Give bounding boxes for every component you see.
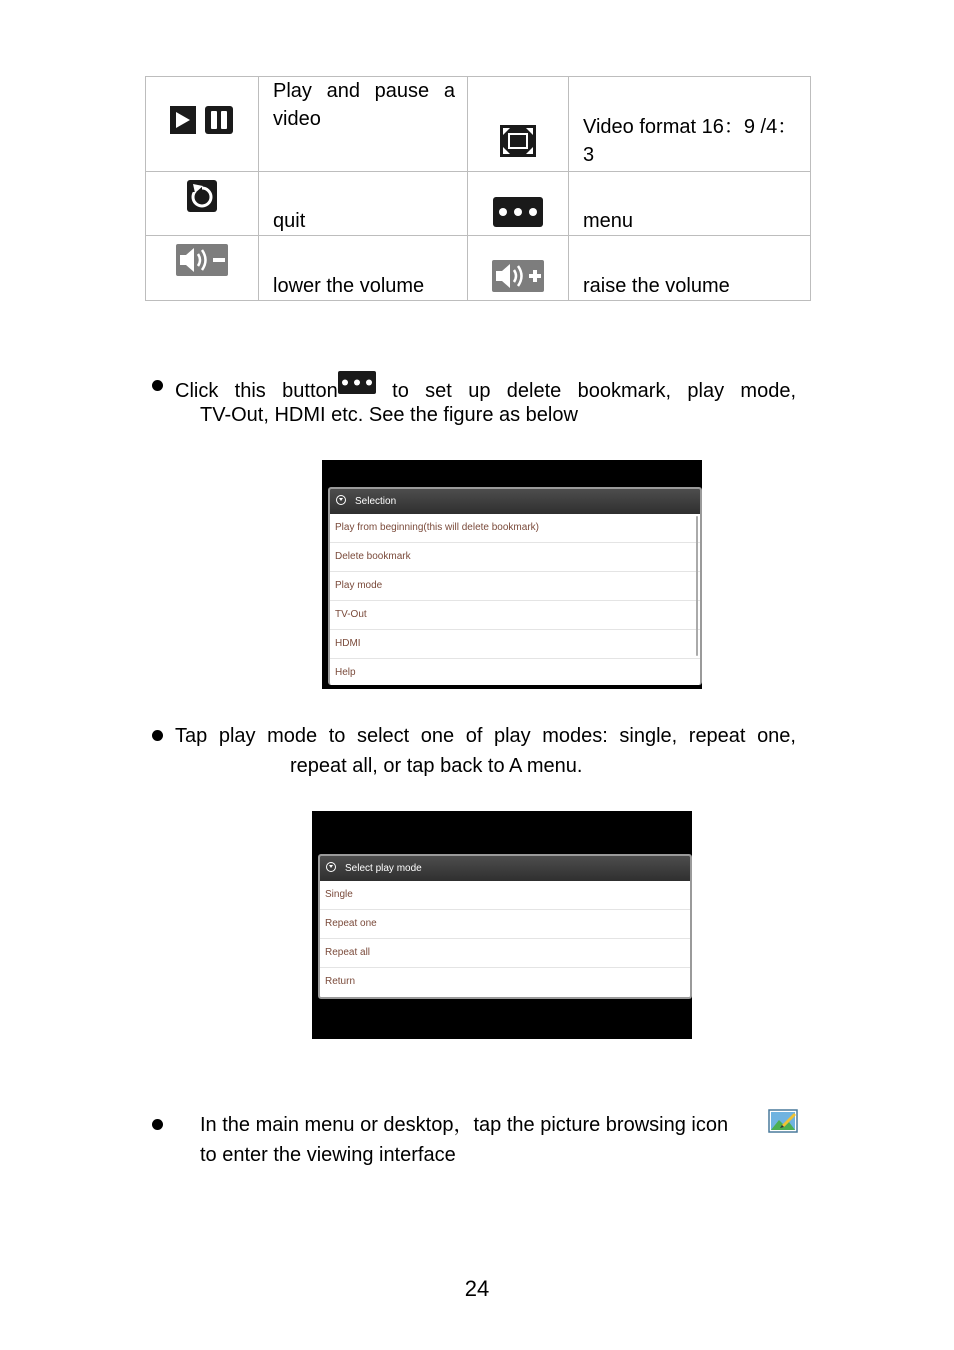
menu-item-repeat-one[interactable]: Repeat one (320, 910, 690, 939)
table-cell-label: Play and pause a video (259, 77, 468, 172)
page-number: 24 (464, 1276, 490, 1301)
play-mode-screenshot (312, 811, 692, 1039)
quit-icon (187, 180, 217, 220)
table-row (146, 236, 811, 301)
dialog-title: Selection (355, 496, 397, 507)
selection-dialog (328, 487, 702, 685)
video-format-icon (500, 125, 536, 165)
dropdown-circle-icon (336, 495, 346, 505)
dialog-header (320, 856, 690, 881)
menu-item-help[interactable]: Help (330, 659, 700, 685)
menu-item-delete-bookmark[interactable]: Delete bookmark (330, 543, 700, 572)
menu-item-return[interactable]: Return (325, 976, 356, 987)
selection-screenshot (322, 460, 702, 689)
dropdown-circle-icon (326, 862, 336, 872)
menu-item-hdmi[interactable]: HDMI (330, 630, 700, 659)
play-mode-dialog (318, 854, 692, 999)
menu-icon (338, 371, 376, 403)
table-row (146, 77, 811, 172)
dialog-header (330, 489, 700, 514)
table-cell-label: lower the volume (259, 236, 468, 301)
dialog-title: Select play mode (345, 863, 422, 874)
menu-item-play-mode[interactable]: Play mode (330, 572, 700, 601)
menu-item-play-from-beginning[interactable]: Play from beginning(this will delete bookmark) (330, 514, 700, 543)
bullet1-line1: Click this button to set up delete bookmark, play mode, (175, 371, 796, 406)
table-cell-label: raise the volume (569, 236, 811, 301)
play-pause-icon (169, 104, 235, 144)
bullet-dot (152, 730, 163, 741)
volume-down-icon (176, 244, 228, 284)
menu-icon (493, 197, 543, 235)
bullet2-line1: Tap play mode to select one of play modes: single, repeat one, (175, 725, 796, 747)
bullet-dot (152, 380, 163, 391)
volume-up-icon (492, 260, 544, 300)
menu-item-repeat-all[interactable]: Repeat all (320, 939, 690, 968)
icon-legend-table (145, 76, 811, 301)
table-row (146, 172, 811, 236)
picture-browsing-icon (768, 1109, 798, 1138)
table-cell-label: menu (569, 172, 811, 236)
bullet-dot (152, 1119, 163, 1130)
bullet3-line1: In the main menu or desktop，tap the picture browsing icon (200, 1114, 729, 1136)
table-cell-label: quit (259, 172, 468, 236)
scrollbar[interactable] (696, 516, 698, 656)
table-cell-label: Video format 16：9 /4：3 (569, 77, 811, 172)
menu-item-tv-out[interactable]: TV-Out (330, 601, 700, 630)
menu-item-single[interactable]: Single (320, 881, 690, 910)
bullet3-line2: to enter the viewing interface (200, 1144, 456, 1166)
bullet1-line2: TV-Out, HDMI etc. See the figure as below (200, 404, 578, 426)
bullet2-line2: repeat all, or tap back to A menu. (290, 755, 583, 777)
